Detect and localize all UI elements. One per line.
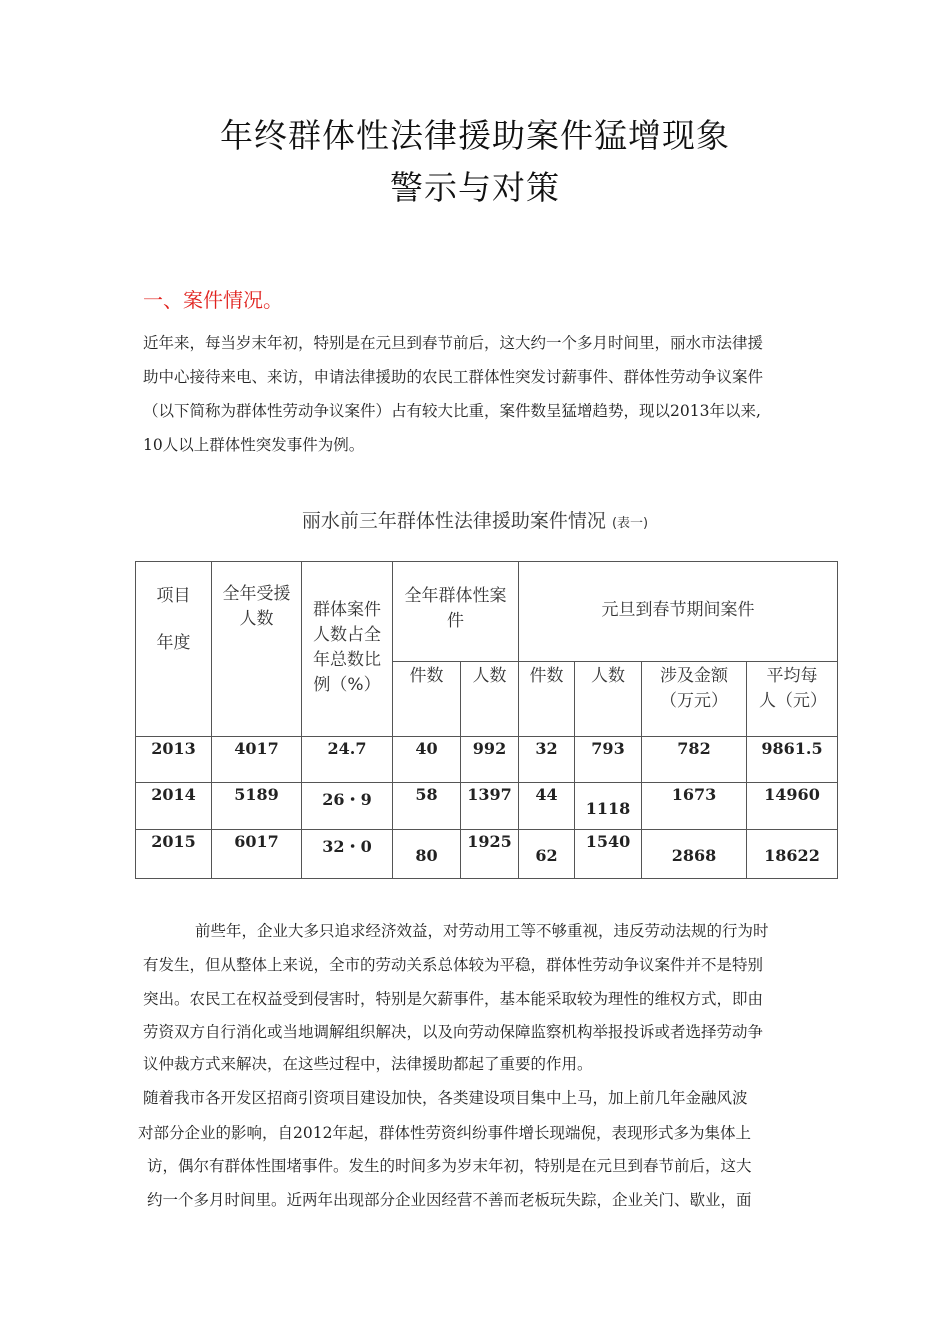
header-year: 年度 [156, 633, 191, 653]
header-item: 项目 [156, 586, 191, 606]
body-line: 访，偶尔有群体性围堵事件。发生的时间多为岁末年初，特别是在元旦到春节前后，这大 [147, 1157, 752, 1175]
cell-ratio-text: 26・9 [322, 790, 372, 809]
body-line: 前些年，企业大多只追求经济效益，对劳动用工等不够重视，违反劳动法规的行为时 [195, 922, 769, 940]
body-line: 随着我市各开发区招商引资项目建设加快，各类建设项目集中上马，加上前几年金融风波 [143, 1089, 748, 1107]
cell-holiday-people-text: 1118 [585, 799, 631, 818]
header-total-aided-text: 全年受援人数 [222, 584, 291, 629]
subheader-people-text: 人数 [472, 666, 507, 686]
cell-holiday-cases [519, 830, 575, 879]
cell-holiday-cases-text: 32 [535, 739, 558, 758]
header-holiday [519, 562, 838, 662]
body-line: 突出。农民工在权益受到侵害时，特别是欠薪事件，基本能采取较为理性的维权方式，即由 [143, 990, 764, 1008]
body-line: 约一个多月时间里。近两年出现部分企业因经营不善而老板玩失踪，企业关门、歇业，面 [147, 1191, 752, 1209]
cell-holiday-cases-text: 62 [535, 846, 558, 865]
cell-amount-text: 2868 [671, 846, 717, 865]
cell-avg [747, 783, 838, 830]
subheader-holiday-count-text: 件数 [529, 666, 564, 686]
cell-avg-text: 9861.5 [761, 739, 823, 758]
cell-holiday-cases [519, 783, 575, 830]
subheader-count [393, 662, 461, 737]
cell-cases [393, 783, 461, 830]
cell-ratio [302, 737, 393, 783]
body-line: 对部分企业的影响，自2012年起，群体性劳资纠纷事件增长现端倪，表现形式多为集体上 [138, 1124, 751, 1142]
subheader-holiday-people-text: 人数 [591, 666, 625, 686]
cell-holiday-people [575, 783, 642, 830]
intro-line: 近年来，每当岁末年初，特别是在元旦到春节前后，这大约一个多月时间里，丽水市法律援 [143, 334, 764, 352]
cell-total [212, 783, 302, 830]
intro-line: 10人以上群体性突发事件为例。 [143, 436, 365, 454]
header-ratio [302, 562, 393, 737]
subheader-amount [642, 662, 747, 737]
cell-cases [393, 830, 461, 879]
subheader-count-text: 件数 [409, 666, 444, 686]
table-row [136, 737, 838, 783]
cell-total-text: 5189 [234, 785, 279, 804]
cell-holiday-cases-text: 44 [535, 785, 558, 804]
cell-year [136, 830, 212, 879]
document-title: 年终群体性法律援助案件猛增现象 [220, 116, 730, 155]
header-group-cases [393, 562, 519, 662]
cell-avg [747, 737, 838, 783]
cell-people [461, 737, 519, 783]
cell-holiday-cases [519, 737, 575, 783]
intro-line: 助中心接待来电、来访，申请法律援助的农民工群体性突发讨薪事件、群体性劳动争议案件 [143, 368, 764, 386]
table-row [136, 783, 838, 830]
cell-total-text: 6017 [234, 832, 279, 851]
cases-table [135, 561, 838, 879]
cell-total [212, 737, 302, 783]
cell-avg [747, 830, 838, 879]
header-group-cases-text: 全年群体性案件 [404, 586, 507, 631]
cell-ratio-text: 24.7 [327, 739, 367, 758]
cell-amount [642, 830, 747, 879]
cell-cases [393, 737, 461, 783]
header-total-aided [212, 562, 302, 737]
cell-people-text: 1397 [467, 785, 512, 804]
cell-people-text: 992 [472, 739, 507, 758]
cell-amount-text: 782 [677, 739, 711, 758]
subheader-holiday-people [575, 662, 642, 737]
table-caption [0, 506, 950, 533]
cell-avg-text: 18622 [764, 846, 820, 865]
cell-cases-text: 80 [415, 846, 438, 865]
cell-ratio [302, 783, 393, 830]
table-caption-text: 丽水前三年群体性法律援助案件情况 [301, 510, 606, 532]
cell-year-text: 2015 [151, 832, 196, 851]
cell-year-text: 2014 [151, 785, 196, 804]
header-item-year [136, 562, 212, 737]
cell-cases-text: 58 [415, 785, 438, 804]
cell-people [461, 783, 519, 830]
cell-cases-text: 40 [415, 739, 438, 758]
header-ratio-text: 群体案件人数占全年总数比例（%） [313, 600, 381, 695]
cell-holiday-people [575, 737, 642, 783]
subheader-people [461, 662, 519, 737]
cell-year-text: 2013 [151, 739, 196, 758]
cell-year [136, 737, 212, 783]
cell-holiday-people [575, 830, 642, 879]
body-line: 劳资双方自行消化或当地调解组织解决，以及向劳动保障监察机构举报投诉或者选择劳动争 [143, 1023, 764, 1041]
header-holiday-text: 元旦到春节期间案件 [601, 600, 755, 620]
cell-amount [642, 783, 747, 830]
cell-amount-text: 1673 [671, 785, 717, 804]
cell-people-text: 1925 [467, 832, 512, 851]
cell-people [461, 830, 519, 879]
table-row [136, 830, 838, 879]
section-heading: 一、案件情况。 [143, 288, 283, 312]
cell-amount [642, 737, 747, 783]
cell-year [136, 783, 212, 830]
intro-line: （以下简称为群体性劳动争议案件）占有较大比重，案件数呈猛增趋势，现以2013年以来, [143, 402, 761, 420]
table-caption-note: (表一) [611, 516, 649, 531]
subheader-amount-text: 涉及金额（万元） [660, 666, 728, 711]
subheader-avg [747, 662, 838, 737]
document-subtitle: 警示与对策 [390, 168, 560, 207]
cell-holiday-people-text: 793 [591, 739, 625, 758]
body-line: 有发生，但从整体上来说，全市的劳动关系总体较为平稳，群体性劳动争议案件并不是特别 [143, 956, 764, 974]
cell-total [212, 830, 302, 879]
subheader-holiday-count [519, 662, 575, 737]
cell-holiday-people-text: 1540 [585, 832, 631, 851]
body-line: 议仲裁方式来解决，在这些过程中，法律援助都起了重要的作用。 [143, 1055, 593, 1073]
subheader-avg-text: 平均每人（元） [759, 666, 827, 711]
cell-ratio-text: 32・0 [322, 837, 372, 856]
cell-avg-text: 14960 [764, 785, 820, 804]
cell-ratio [302, 830, 393, 879]
cell-total-text: 4017 [234, 739, 279, 758]
